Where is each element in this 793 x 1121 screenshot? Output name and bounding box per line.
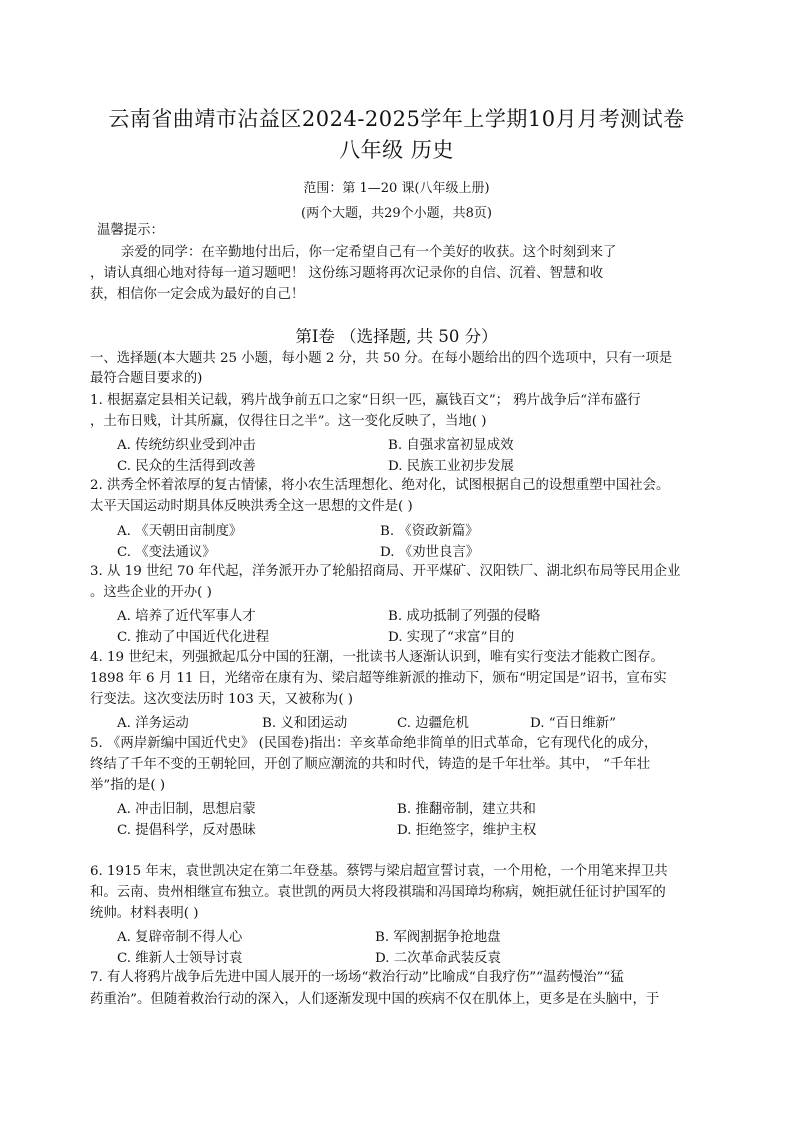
question-3-option-c: C. 推动了中国近代化进程	[117, 630, 270, 645]
question-2-option-c: C. 《变法通议》	[117, 545, 216, 560]
tips-line: ，请认真细心地对待每一道习题吧！ 这份练习题将再次记录你的自信、沉着、智慧和收	[90, 266, 604, 281]
question-6-text: 统帅。材料表明( )	[90, 906, 199, 921]
question-3-text: 。这些企业的开办( )	[90, 585, 212, 600]
question-4-option-c: C. 边疆危机	[397, 716, 469, 731]
tips-label: 温馨提示：	[97, 223, 164, 238]
question-3-option-b: B. 成功抵制了列强的侵略	[388, 609, 541, 624]
question-1-text: 1. 根据嘉定县相关记载，鸦片战争前五口之家“日织一匹，赢钱百文”； 鸦片战争后“洋布盛行	[90, 393, 641, 408]
question-5-text: 5. 《两岸新编中国近代史》 (民国卷)指出：辛亥革命绝非简单的旧式革命，它有现代化的成分，	[90, 736, 658, 751]
question-4-option-b: B. 义和团运动	[262, 716, 348, 731]
question-4-text: 行变法。这次变法历时 103 天，又被称为( )	[90, 692, 354, 707]
tips-line: 获，相信你一定会成为最好的自己！	[90, 287, 305, 302]
section-heading: 第Ⅰ卷 （选择题, 共 50 分）	[295, 327, 498, 346]
tips-line: 亲爱的同学：在辛勤地付出后，你一定希望自己有一个美好的收获。这个时刻到来了	[121, 245, 617, 260]
question-5-option-a: A. 冲击旧制，思想启蒙	[117, 802, 256, 817]
question-6-option-d: D. 二次革命武装反袁	[375, 951, 501, 966]
question-5-option-b: B. 推翻帝制，建立共和	[397, 802, 536, 817]
question-1-text: ，土布日贱，计其所赢，仅得往日之半”。这一变化反映了，当地( )	[90, 414, 487, 429]
question-2-option-a: A. 《天朝田亩制度》	[117, 524, 243, 539]
question-2-text: 2. 洪秀全怀着浓厚的复古情愫，将小农生活理想化、绝对化，试图根据自己的设想重塑中国社会。	[90, 478, 670, 493]
question-2-option-b: B. 《资政新篇》	[380, 524, 479, 539]
question-5-option-c: C. 提倡科学，反对愚昧	[117, 823, 256, 838]
exam-subtitle: 八年级 历史	[339, 138, 454, 162]
question-2-text: 太平天国运动时期具体反映洪秀全这一思想的文件是( )	[90, 499, 413, 514]
exam-counts: (两个大题，共29个小题，共8页)	[301, 206, 492, 221]
question-5-text: 举”指的是( )	[90, 778, 166, 793]
question-3-option-d: D. 实现了“求富”目的	[388, 630, 515, 645]
question-6-text: 6. 1915 年末，袁世凯决定在第二年登基。蔡锷与梁启超宣誓讨袁，一个用枪，一个用笔来捍卫共	[90, 864, 668, 879]
question-7-text: 7. 有人将鸦片战争后先进中国人展开的一场场“救治行动”比喻成“自我疗伤”“温药慢治”“猛	[90, 970, 624, 985]
question-4-text: 1898 年 6 月 11 日，光绪帝在康有为、梁启超等维新派的推动下，颁布“明定国是”诏书，宣布实	[90, 671, 667, 686]
question-4-text: 4. 19 世纪末，列强掀起瓜分中国的狂潮，一批读书人逐渐认识到，唯有实行变法才能救亡图存。	[90, 650, 664, 665]
section-intro: 一、选择题(本大题共 25 小题，每小题 2 分，共 50 分。在每小题给出的四个选项中，只有一项是	[90, 351, 673, 366]
question-1-option-d: D. 民族工业初步发展	[388, 459, 514, 474]
question-7-text: 药重治”。但随着救治行动的深入，人们逐渐发现中国的疾病不仅在肌体上，更多是在头脑中，于	[90, 992, 660, 1007]
question-1-option-a: A. 传统纺织业受到冲击	[117, 438, 256, 453]
question-5-option-d: D. 拒绝签字，维护主权	[397, 823, 537, 838]
question-3-text: 3. 从 19 世纪 70 年代起，洋务派开办了轮船招商局、开平煤矿、汉阳铁厂、湖北织布局等民用企业	[90, 564, 681, 579]
section-intro: 最符合题目要求的)	[90, 371, 203, 386]
question-2-option-d: D. 《劝世良言》	[380, 545, 480, 560]
exam-scope: 范围：第 1—20 课(八年级上册)	[303, 181, 490, 196]
question-1-option-c: C. 民众的生活得到改善	[117, 459, 256, 474]
question-4-option-a: A. 洋务运动	[117, 716, 189, 731]
question-1-option-b: B. 自强求富初显成效	[388, 438, 514, 453]
question-3-option-a: A. 培养了近代军事人才	[117, 609, 256, 624]
question-6-text: 和。云南、贵州相继宣布独立。袁世凯的两员大将段祺瑞和冯国璋均称病，婉拒就任征讨护国军的	[90, 885, 666, 900]
question-5-text: 终结了千年不变的王朝轮回，开创了顺应潮流的共和时代，铸造的是千年壮举。其中， “千年壮	[90, 757, 651, 772]
question-6-option-c: C. 维新人士领导讨袁	[117, 951, 243, 966]
question-4-option-d: D. “百日维新”	[530, 716, 617, 731]
question-6-option-b: B. 军阀割据争抢地盘	[375, 930, 501, 945]
exam-title: 云南省曲靖市沾益区2024-2025学年上学期10月月考测试卷	[108, 107, 685, 131]
question-6-option-a: A. 复辟帝制不得人心	[117, 930, 243, 945]
